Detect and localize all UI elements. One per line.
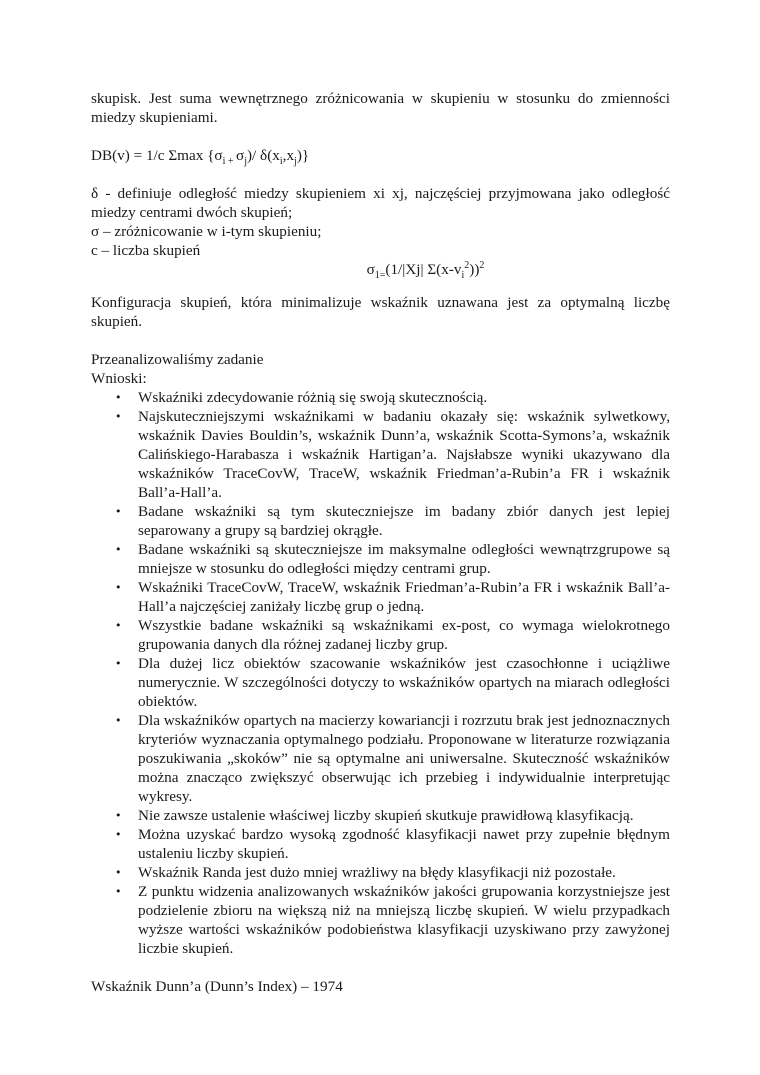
list-item: [91, 540, 670, 578]
list-item-text: Dla dużej licz obiektów szacowanie wskaźników jest czasochłonne i uciążliwe numerycznie. W szczególności dotyczy to wskaźników opartych na miarach odległości obiektów.: [138, 655, 670, 710]
list-item: [91, 711, 670, 806]
list-item: [91, 825, 670, 863]
configuration-paragraph: Konfiguracja skupień, która minimalizuje wskaźnik uznawana jest za optymalną liczbę skupień.: [91, 294, 670, 330]
bullet-icon: •: [115, 619, 122, 632]
davies-bouldin-formula: DB(v) = 1/c Σmax {$\sigma_{i +}$ $\sigma_j)/$ $\delta(x_i,x_j)$}: [91, 147, 310, 168]
document-page: [91, 89, 670, 996]
dunn-index-heading: Wskaźnik Dunn’a (Dunn’s Index) – 1974: [91, 978, 343, 995]
list-item-text: Z punktu widzenia analizowanych wskaźników jakości grupowania korzystniejsze jest podzielenie zbioru na większą niż na mniejszą liczbę skupień. W wielu przypadkach wyższe wartości wskaźników podobieństwa klasyfikacji uzyskiwano przy zawyżonej liczbie skupień.: [138, 883, 670, 957]
sigma-formula: $\sigma_{1=}(1/|Xj|$ $\Sigma(x-v_i^2))^2$: [366, 259, 485, 282]
analysis-line: Przeanalizowaliśmy zadanie: [91, 351, 264, 368]
bullet-icon: •: [115, 885, 122, 898]
conclusions-list: [91, 388, 670, 958]
list-item: [91, 616, 670, 654]
delta-definition: δ - definiuje odległość miedzy skupieniem xi xj, najczęściej przyjmowana jako odległość miedzy centrami dwóch skupień;: [91, 185, 670, 221]
list-item-text: Wszystkie badane wskaźniki są wskaźnikami ex-post, co wymaga wielokrotnego grupowania danych dla różnej zadanej liczby grup.: [138, 617, 670, 653]
list-item: [91, 502, 670, 540]
list-item: [91, 863, 670, 882]
bullet-icon: •: [115, 866, 122, 879]
list-item: [91, 654, 670, 711]
intro-paragraph: skupisk. Jest suma wewnętrznego zróżnicowania w skupieniu w stosunku do zmienności miedzy skupieniami.: [91, 90, 670, 126]
list-item-text: Można uzyskać bardzo wysoką zgodność klasyfikacji nawet przy zupełnie błędnym ustaleniu liczby skupień.: [138, 826, 670, 862]
list-item: [91, 882, 670, 958]
list-item-text: Wskaźniki TraceCovW, TraceW, wskaźnik Friedman’a-Rubin’a FR i wskaźnik Ball’a-Hall’a najczęściej zaniżały liczbę grup o jedną.: [138, 579, 670, 615]
bullet-icon: •: [115, 505, 122, 518]
list-item-text: Wskaźniki zdecydowanie różnią się swoją skutecznością.: [138, 389, 488, 406]
list-item-text: Badane wskaźniki są tym skuteczniejsze im badany zbiór danych jest lepiej separowany a grupy są bardziej okrągłe.: [138, 503, 670, 539]
bullet-icon: •: [115, 410, 122, 423]
list-item: [91, 388, 670, 407]
list-item: [91, 578, 670, 616]
list-item: [91, 806, 670, 825]
c-definition: c – liczba skupień: [91, 242, 201, 259]
list-item: [91, 407, 670, 502]
list-item-text: Dla wskaźników opartych na macierzy kowariancji i rozrzutu brak jest jednoznacznych kryteriów wyznaczania optymalnego podziału. Proponowane w literaturze rozwiązania poszukiwania „skoków” nie są optymalne ani uniwersalne. Skuteczność wskaźników można znacząco zwiększyć obserwując ich przebieg i indywidualnie interpretując wykresy.: [138, 712, 670, 805]
bullet-icon: •: [115, 391, 122, 404]
sigma-definition: σ – zróżnicowanie w i-tym skupieniu;: [91, 223, 322, 240]
bullet-icon: •: [115, 828, 122, 841]
bullet-icon: •: [115, 543, 122, 556]
list-item-text: Najskuteczniejszymi wskaźnikami w badaniu okazały się: wskaźnik sylwetkowy, wskaźnik Davies Bouldin’s, wskaźnik Dunn’a, wskaźnik Scotta-Symons’a, wskaźnik Calińskiego-Harabasza i wskaźnik Hartigan’a. Najsłabsze wyniki ukazywano dla wskaźników TraceCovW, TraceW, wskaźnik Friedman’a-Rubin’a FR i wskaźnik Ball’a-Hall’a.: [138, 408, 670, 501]
list-item-text: Nie zawsze ustalenie właściwej liczby skupień skutkuje prawidłową klasyfikacją.: [138, 807, 634, 824]
list-item-text: Wskaźnik Randa jest dużo mniej wrażliwy na błędy klasyfikacji niż pozostałe.: [138, 864, 616, 881]
conclusions-title: Wnioski:: [91, 370, 147, 387]
bullet-icon: •: [115, 657, 122, 670]
bullet-icon: •: [115, 809, 122, 822]
list-item-text: Badane wskaźniki są skuteczniejsze im maksymalne odległości wewnątrzgrupowe są mniejsze w stosunku do odległości między centrami grup.: [138, 541, 670, 577]
bullet-icon: •: [115, 581, 122, 594]
bullet-icon: •: [115, 714, 122, 727]
